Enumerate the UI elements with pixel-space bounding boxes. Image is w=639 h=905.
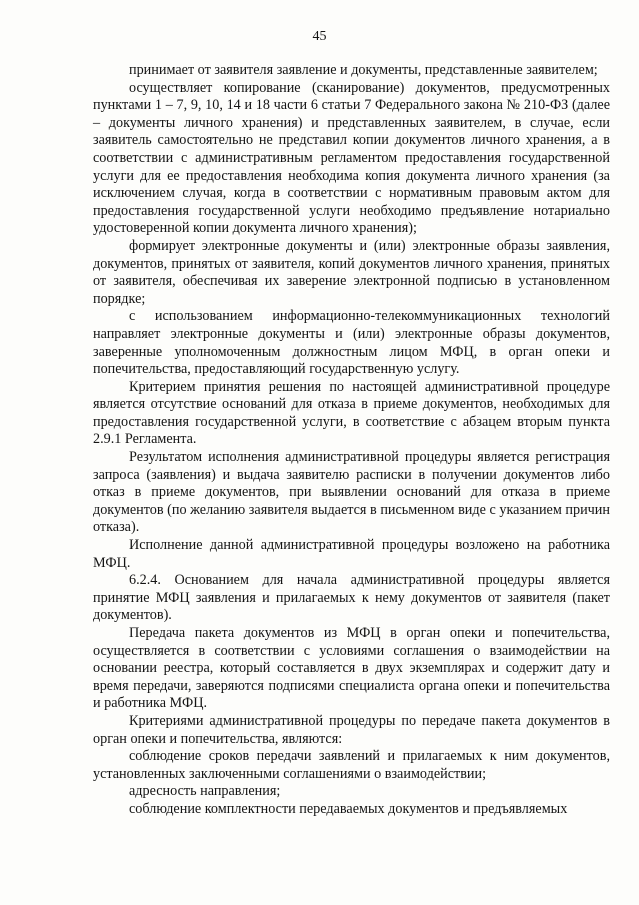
- paragraph: адресность направления;: [129, 783, 281, 800]
- page-number: 45: [312, 29, 327, 44]
- paragraph: осуществляет копирование (сканирование) документов, предусмотренных пунктами 1 – 7, 9, 10, 14 и 18 части 6 статьи 7 Федерального закона № 210-ФЗ (далее – документы личного хранения) и представленных заявителем, в случае, если заявитель самостоятельно не представил копии документов личного хранения, а в соответствии с административным регламентом предоставления государственной услуги для ее предоставления необходима копия документа личного хранения (за исключением случая, когда в соответствии с нормативным правовым актом для предоставления государственной услуги необходимо предъявление нотариально удостоверенной копии документа личного хранения);: [93, 79, 610, 237]
- paragraph: принимает от заявителя заявление и документы, представленные заявителем;: [129, 62, 598, 78]
- paragraph: Критериями административной процедуры по передаче пакета документов в орган опеки и попечительства, являются:: [93, 712, 610, 747]
- paragraph: соблюдение сроков передачи заявлений и прилагаемых к ним документов, установленных заключенными соглашениями о взаимодействии;: [93, 748, 610, 782]
- paragraph: соблюдение комплектности передаваемых документов и предъявляемых: [129, 800, 568, 817]
- body-text: [93, 62, 610, 819]
- paragraph: Критерием принятия решения по настоящей административной процедуре является отсутствие оснований для отказа в приеме документов, необходимых для предоставления государственной услуги, в соответствие с абзацем вторым пункта 2.9.1 Регламента.: [93, 378, 610, 448]
- paragraph: 6.2.4. Основанием для начала административной процедуры является принятие МФЦ заявления и прилагаемых к нему документов от заявителя (пакет документов).: [93, 572, 610, 624]
- paragraph: с использованием информационно-телекоммуникационных технологий направляет электронные документы и (или) электронные образы документов, заверенные уполномоченным должностным лицом МФЦ, в орган опеки и попечительства, предоставляющий государственную услугу.: [93, 308, 610, 378]
- paragraph: Исполнение данной административной процедуры возложено на работника МФЦ.: [93, 537, 610, 571]
- paragraph: Передача пакета документов из МФЦ в орган опеки и попечительства, осуществляется в соответствии с условиями соглашения о взаимодействии на основании реестра, который составляется в двух экземплярах и содержит дату и время передачи, заверяются подписями специалиста органа опеки и попечительства и работника МФЦ.: [93, 625, 610, 712]
- paragraph: Результатом исполнения административной процедуры является регистрация запроса (заявления) и выдача заявителю расписки в получении документов либо отказ в приеме документов, при выявлении оснований для отказа в приеме документов (по желанию заявителя выдается в письменном виде с указанием причин отказа).: [93, 449, 610, 536]
- paragraph: формирует электронные документы и (или) электронные образы заявления, документов, принятых от заявителя, копий документов личного хранения, принятых от заявителя, обеспечивая их заверение электронной подписью в установленном порядке;: [93, 237, 610, 307]
